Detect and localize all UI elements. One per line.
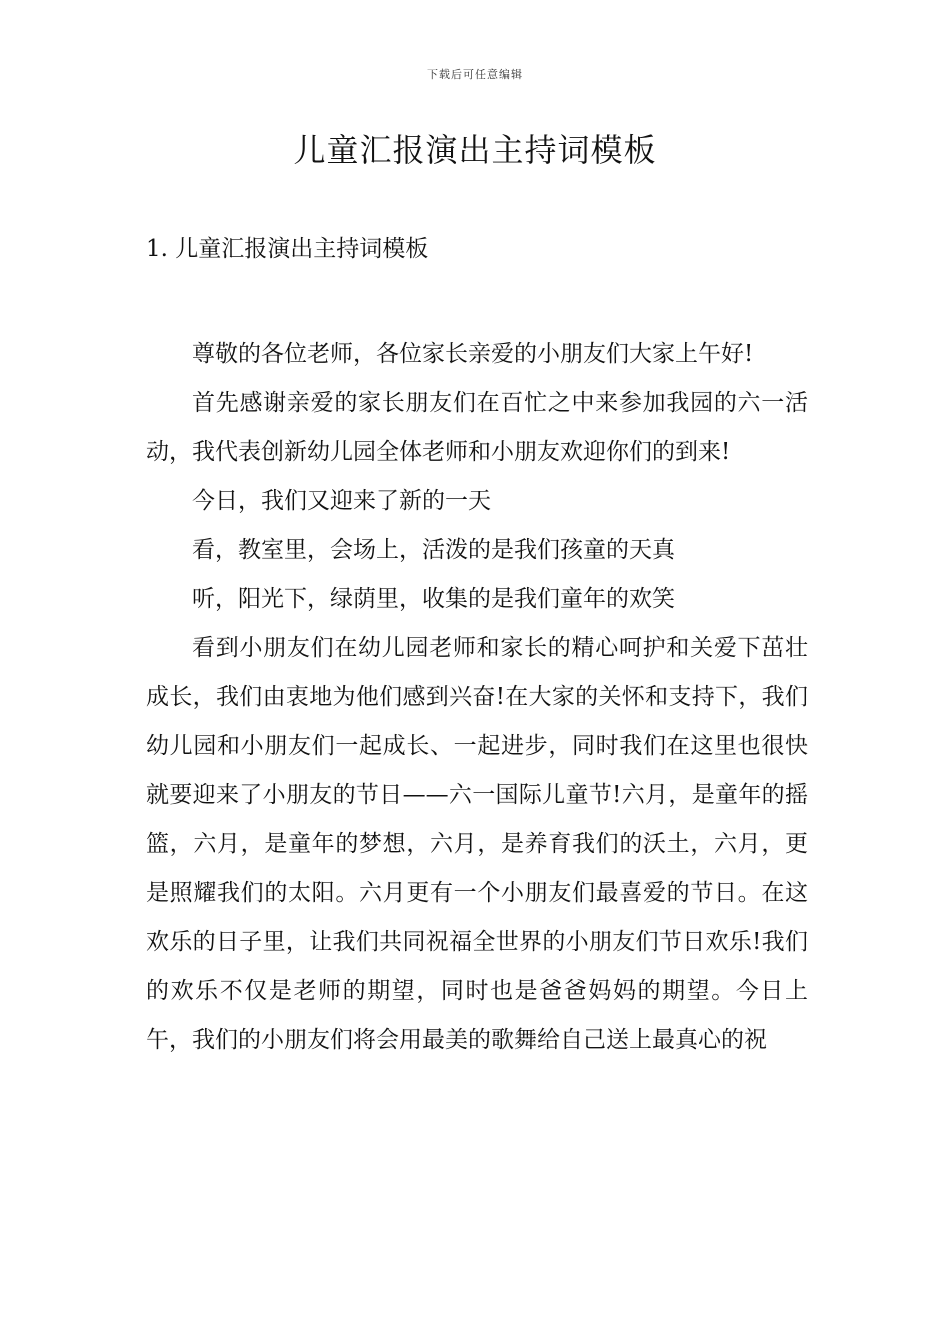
verse-line: 今日，我们又迎来了新的一天	[192, 488, 491, 514]
document-title: 儿童汇报演出主持词模板	[293, 131, 657, 169]
document-body	[146, 330, 808, 1065]
section-heading: 1. 儿童汇报演出主持词模板	[146, 236, 429, 262]
verse-line: 看，教室里，会场上，活泼的是我们孩童的天真	[192, 537, 675, 563]
welcome-paragraph: 首先感谢亲爱的家长朋友们在百忙之中来参加我园的六一活动，我代表创新幼儿园全体老师和小朋友欢迎你们的到来!	[146, 390, 808, 465]
main-paragraph: 看到小朋友们在幼儿园老师和家长的精心呵护和关爱下茁壮成长，我们由衷地为他们感到兴奋!在大家的关怀和支持下，我们幼儿园和小朋友们一起成长、一起进步，同时我们在这里也很快就要迎来了小朋友的节日——六一国际儿童节!六月，是童年的摇篮，六月，是童年的梦想，六月，是养育我们的沃土，六月，更是照耀我们的太阳。六月更有一个小朋友们最喜爱的节日。在这欢乐的日子里，让我们共同祝福全世界的小朋友们节日欢乐!我们的欢乐不仅是老师的期望，同时也是爸爸妈妈的期望。今日上午，我们的小朋友们将会用最美的歌舞给自己送上最真心的祝	[146, 635, 808, 1053]
greeting-paragraph: 尊敬的各位老师，各位家长亲爱的小朋友们大家上午好!	[192, 341, 754, 367]
verse-line: 听，阳光下，绿荫里，收集的是我们童年的欢笑	[192, 586, 675, 612]
page-header-note: 下载后可任意编辑	[427, 68, 523, 81]
